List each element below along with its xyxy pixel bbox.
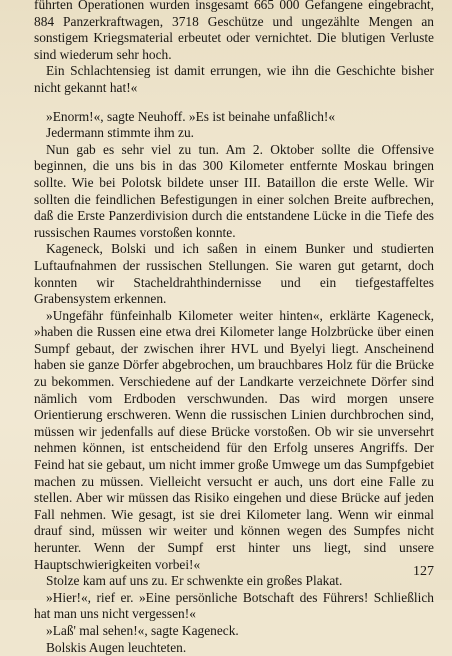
body-text: [34, 0, 434, 656]
paragraph: »Ungefähr fünfeinhalb Kilometer weiter hinten«, erklärte Kageneck, »haben die Russen eine etwa drei Kilometer lange Holzbrücke über einen Sumpf gebaut, der zwischen ihrer HVL und Byelyi liegt. Anscheinend haben sie ganze Dörfer abgebrochen, um brauchbares Holz für die Brücke zu bekommen. Verschiedene auf der Landkarte verzeichnete Dörfer sind nämlich vom Erdboden verschwunden. Das wird morgen unsere Orientierung erschweren. Wenn die russischen Linien durchbrochen sind, müssen wir jedenfalls auf diese Brücke vorstoßen. Ob wir sie unversehrt nehmen können, ist entscheidend für den Erfolg unseres Angriffs. Der Feind hat sie gebaut, um nicht immer große Umwege um das Sumpfgebiet machen zu müssen. Vielleicht versucht er auch, uns dort eine Falle zu stellen. Aber wir müssen das Risiko eingehen und diese Brücke auf jeden Fall nehmen. Wie gesagt, ist sie drei Kilometer lang. Wenn wir einmal drauf sind, müssen wir weiter und können wegen des Sumpfes nicht herunter. Wenn der Sumpf erst hinter uns liegt, sind unsere Hauptschwierigkeiten vorbei!«: [34, 307, 434, 572]
paragraph: »Hier!«, rief er. »Eine persönliche Botschaft des Führers! Schließlich hat man uns nicht vergessen!«: [34, 589, 434, 622]
paragraph: Stolze kam auf uns zu. Er schwenkte ein großes Plakat.: [46, 573, 343, 589]
page-number: 127: [413, 564, 434, 579]
paragraph: »Laß' mal sehen!«, sagte Kageneck.: [46, 622, 239, 638]
paragraph: Bolskis Augen leuchteten.: [46, 639, 187, 655]
paragraph: Kageneck, Bolski und ich saßen in einem Bunker und studierten Luftaufnahmen der russischen Stellungen. Sie waren gut getarnt, doch konnten wir Stacheldrahthindernisse und ein tiefgestaffeltes Grabensystem erkennen.: [34, 241, 434, 307]
paragraph: führten Operationen wurden insgesamt 665 000 Gefangene eingebracht, 884 Panzerkraftwagen, 3718 Geschütze und ungezählte Mengen an sonstigem Kriegsmaterial erbeutet oder vernichtet. Die blutigen Verluste sind wiederum sehr hoch.: [34, 0, 434, 62]
paragraph: »Enorm!«, sagte Neuhoff. »Es ist beinahe unfaßlich!«: [46, 108, 336, 124]
paragraph: Jedermann stimmte ihm zu.: [46, 125, 195, 141]
paragraph: Ein Schlachtensieg ist damit errungen, wie ihn die Geschichte bisher nicht gekannt hat!«: [34, 63, 434, 95]
paragraph: Nun gab es sehr viel zu tun. Am 2. Oktober sollte die Offensive beginnen, die uns bis in das 300 Kilometer entfernte Moskau bringen sollte. Wie bei Polotsk bildete unser III. Bataillon die erste Welle. Wir sollten die feindlichen Befestigungen in einer solchen Breite aufbrechen, daß die Erste Panzerdivision durch die entstandene Lücke in die Tiefe des russischen Raumes vorstoßen konnte.: [34, 141, 434, 240]
